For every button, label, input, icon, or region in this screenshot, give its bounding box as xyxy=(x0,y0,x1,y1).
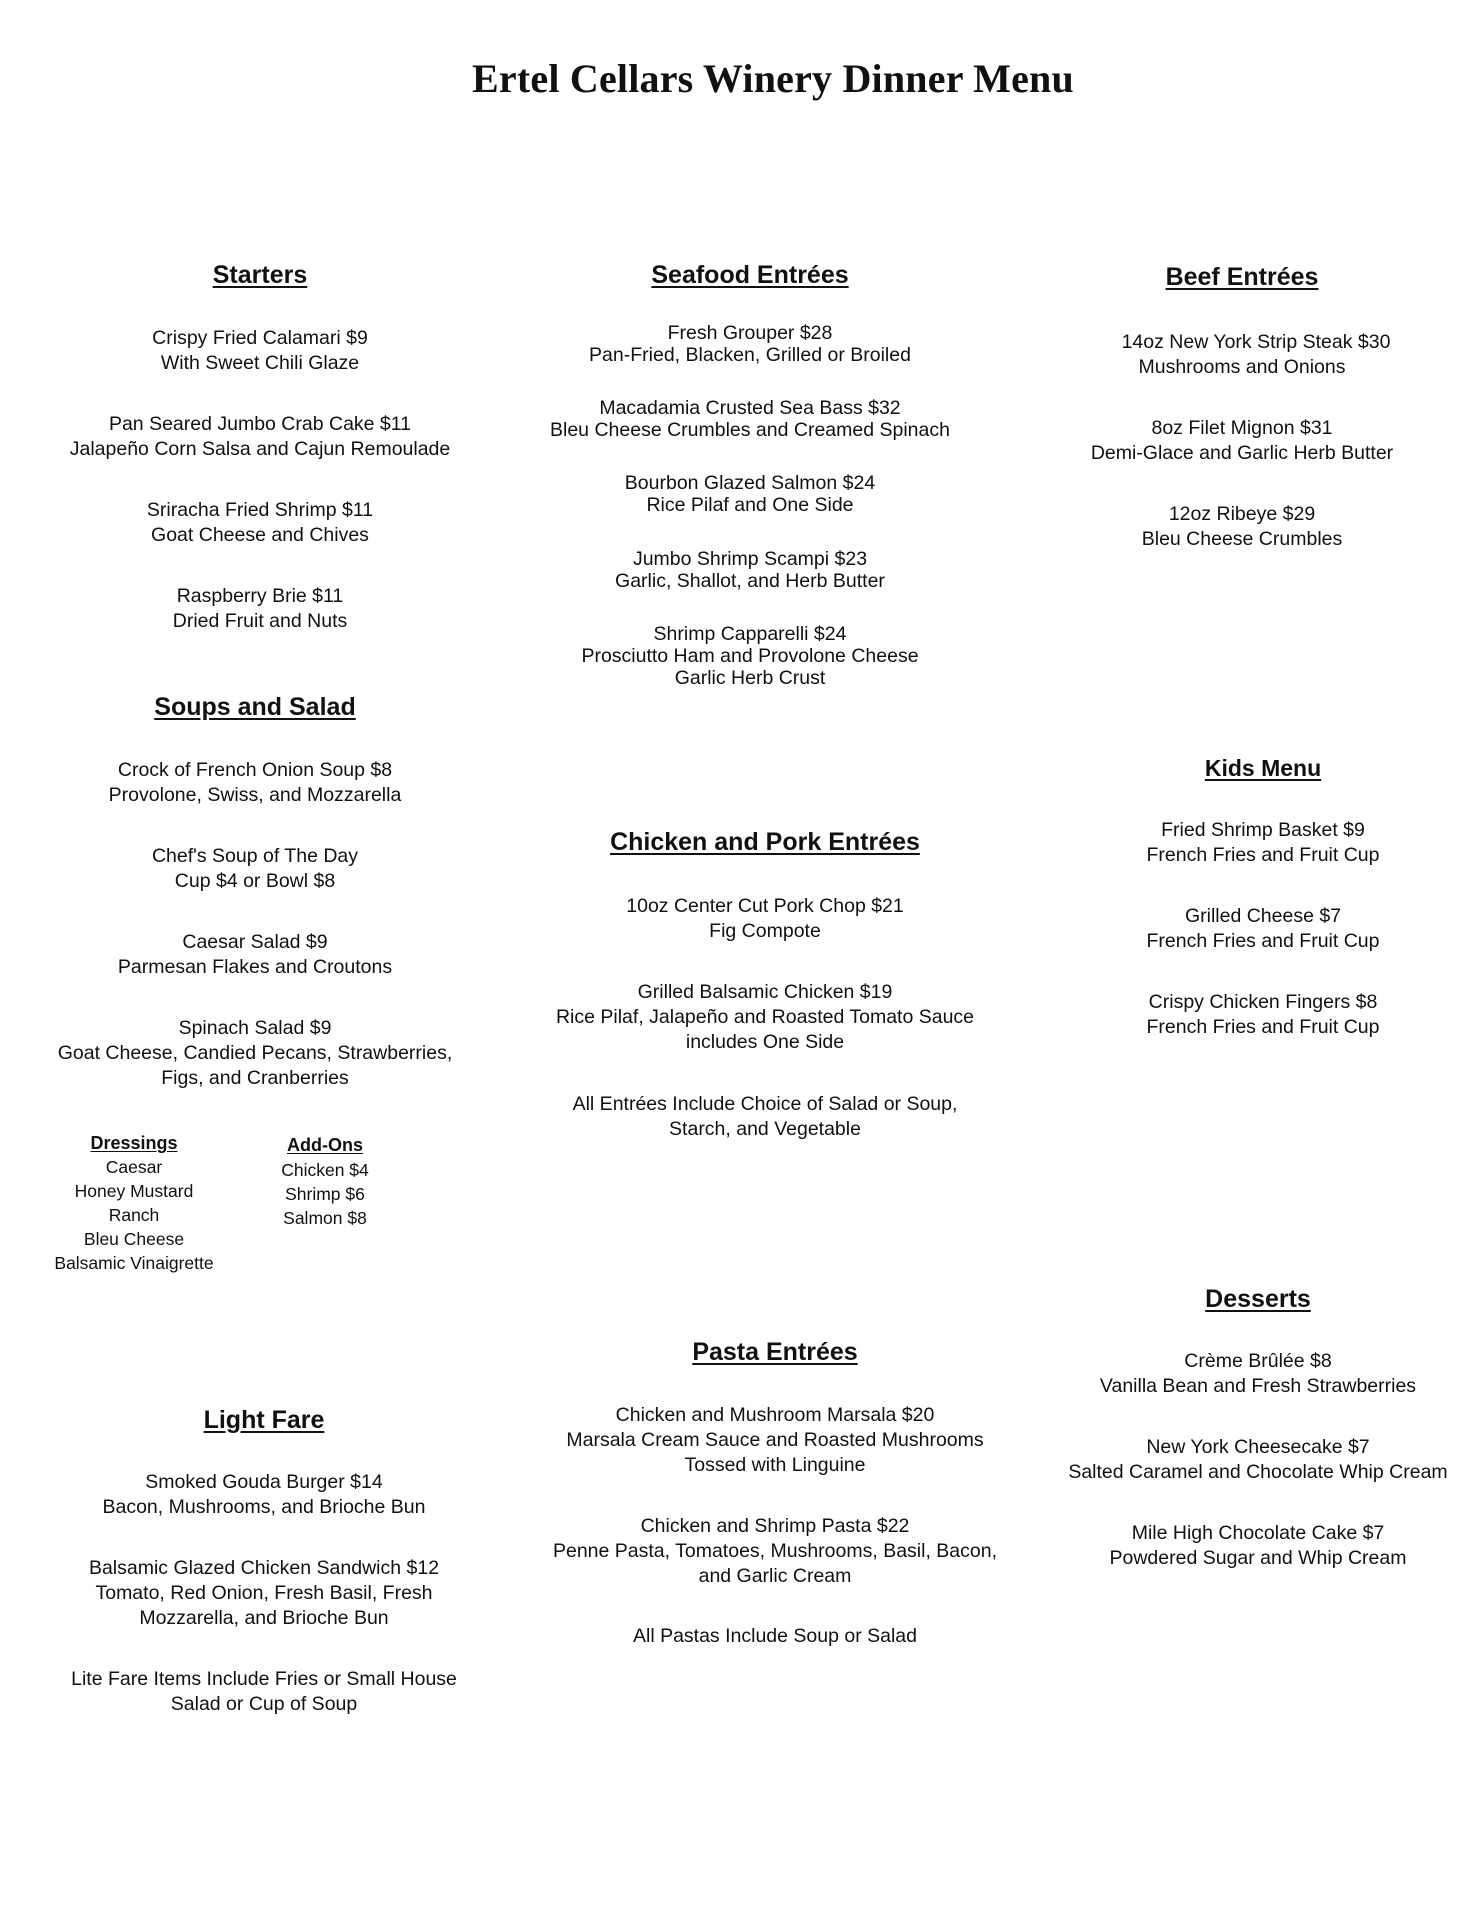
starters-heading: Starters xyxy=(212,261,308,289)
item-name: Balsamic Glazed Chicken Sandwich $12 xyxy=(88,1557,440,1579)
item-description: includes One Side xyxy=(685,1031,845,1053)
item-name: Sriracha Fried Shrimp $11 xyxy=(146,499,374,521)
item-description: French Fries and Fruit Cup xyxy=(1146,930,1380,952)
note-line: Salad or Cup of Soup xyxy=(170,1693,358,1715)
item-description: Salted Caramel and Chocolate Whip Cream xyxy=(1068,1461,1448,1483)
menu-item xyxy=(55,844,455,894)
menu-item xyxy=(60,326,460,376)
item-description: French Fries and Fruit Cup xyxy=(1146,844,1380,866)
menu-item xyxy=(1063,818,1463,868)
item-description: Figs, and Cranberries xyxy=(161,1067,349,1089)
item-description: Tomato, Red Onion, Fresh Basil, Fresh xyxy=(95,1582,433,1604)
item-description: Provolone, Swiss, and Mozzarella xyxy=(108,784,402,806)
seafood-heading: Seafood Entrées xyxy=(651,261,849,289)
menu-title: Ertel Cellars Winery Dinner Menu xyxy=(472,56,1074,101)
menu-item xyxy=(55,1016,455,1091)
light-fare-heading: Light Fare xyxy=(203,1406,325,1434)
list-item: Shrimp $6 xyxy=(285,1184,365,1204)
beef-heading: Beef Entrées xyxy=(1165,263,1319,291)
menu-item xyxy=(550,472,950,516)
addons-list xyxy=(245,1158,405,1230)
menu-item xyxy=(55,758,455,808)
item-description: Pan-Fried, Blacken, Grilled or Broiled xyxy=(589,344,911,366)
menu-note xyxy=(565,1092,965,1142)
menu-item xyxy=(60,498,460,548)
menu-item xyxy=(1042,330,1442,380)
menu-item xyxy=(550,623,950,689)
item-description: Penne Pasta, Tomatoes, Mushrooms, Basil, Bacon, xyxy=(552,1540,998,1562)
item-name: 8oz Filet Mignon $31 xyxy=(1151,417,1333,439)
item-description: Goat Cheese, Candied Pecans, Strawberries, xyxy=(57,1042,453,1064)
item-description: Cup $4 or Bowl $8 xyxy=(174,870,336,892)
desserts-heading: Desserts xyxy=(1205,1285,1311,1313)
item-name: New York Cheesecake $7 xyxy=(1146,1436,1370,1458)
dressings-list xyxy=(34,1155,234,1275)
item-name: Raspberry Brie $11 xyxy=(176,585,344,607)
item-description: Fig Compote xyxy=(709,920,821,942)
item-description: Mozzarella, and Brioche Bun xyxy=(139,1607,389,1629)
item-description: Tossed with Linguine xyxy=(684,1454,866,1476)
item-description: Goat Cheese and Chives xyxy=(151,524,369,546)
menu-item xyxy=(1058,1349,1458,1399)
note-line: Lite Fare Items Include Fries or Small House xyxy=(71,1668,457,1690)
item-description: Rice Pilaf, Jalapeño and Roasted Tomato Sauce xyxy=(555,1006,975,1028)
pasta-heading: Pasta Entrées xyxy=(692,1338,858,1366)
item-name: Grilled Balsamic Chicken $19 xyxy=(637,981,893,1003)
item-description: Mushrooms and Onions xyxy=(1138,356,1346,378)
item-name: Fresh Grouper $28 xyxy=(667,322,833,344)
menu-item xyxy=(64,1470,464,1520)
item-name: 12oz Ribeye $29 xyxy=(1168,503,1316,525)
item-description: Demi-Glace and Garlic Herb Butter xyxy=(1090,442,1394,464)
menu-item xyxy=(565,894,965,944)
menu-item xyxy=(540,980,990,1055)
item-name: Spinach Salad $9 xyxy=(178,1017,332,1039)
list-item: Caesar xyxy=(105,1157,163,1177)
item-name: Chef's Soup of The Day xyxy=(151,845,359,867)
item-name: Crispy Fried Calamari $9 xyxy=(152,327,368,349)
item-name: Caesar Salad $9 xyxy=(182,931,328,953)
menu-item xyxy=(1063,904,1463,954)
item-name: Chicken and Mushroom Marsala $20 xyxy=(615,1404,935,1426)
item-name: Shrimp Capparelli $24 xyxy=(653,623,847,645)
item-name: Crock of French Onion Soup $8 xyxy=(117,759,393,781)
item-name: Grilled Cheese $7 xyxy=(1184,905,1342,927)
item-description: Garlic, Shallot, and Herb Butter xyxy=(615,570,885,592)
menu-item xyxy=(1042,502,1442,552)
item-name: Mile High Chocolate Cake $7 xyxy=(1131,1522,1385,1544)
item-description: With Sweet Chili Glaze xyxy=(160,352,360,374)
item-name: Crème Brûlée $8 xyxy=(1184,1350,1332,1372)
menu-item xyxy=(550,322,950,366)
item-description: Bacon, Mushrooms, and Brioche Bun xyxy=(102,1496,426,1518)
menu-item xyxy=(55,930,455,980)
menu-item xyxy=(60,584,460,634)
item-name: 10oz Center Cut Pork Chop $21 xyxy=(626,895,904,917)
menu-item xyxy=(550,548,950,592)
item-description: Prosciutto Ham and Provolone Cheese xyxy=(581,645,919,667)
menu-item xyxy=(550,397,950,441)
item-name: Fried Shrimp Basket $9 xyxy=(1161,819,1365,841)
item-name: Smoked Gouda Burger $14 xyxy=(145,1471,383,1493)
item-description: and Garlic Cream xyxy=(698,1565,852,1587)
note-line: Starch, and Vegetable xyxy=(669,1118,861,1140)
menu-item xyxy=(64,1556,464,1631)
menu-item xyxy=(1058,1435,1458,1485)
soups-heading: Soups and Salad xyxy=(154,693,356,721)
menu-item xyxy=(60,412,460,462)
item-description: Marsala Cream Sauce and Roasted Mushrooms xyxy=(566,1429,984,1451)
item-name: Jumbo Shrimp Scampi $23 xyxy=(632,548,868,570)
item-description: Jalapeño Corn Salsa and Cajun Remoulade xyxy=(69,438,451,460)
item-name: Bourbon Glazed Salmon $24 xyxy=(624,472,876,494)
menu-note xyxy=(64,1667,464,1717)
item-description: French Fries and Fruit Cup xyxy=(1146,1016,1380,1038)
menu-item xyxy=(545,1514,1005,1589)
menu-item xyxy=(1063,990,1463,1040)
kids-heading: Kids Menu xyxy=(1204,755,1322,781)
list-item: Bleu Cheese xyxy=(83,1229,185,1249)
item-description: Vanilla Bean and Fresh Strawberries xyxy=(1099,1375,1417,1397)
chicken-pork-heading: Chicken and Pork Entrées xyxy=(610,828,920,856)
item-description: Dried Fruit and Nuts xyxy=(172,610,348,632)
item-description: Bleu Cheese Crumbles and Creamed Spinach xyxy=(550,419,950,441)
menu-note xyxy=(575,1624,975,1649)
item-description: Parmesan Flakes and Croutons xyxy=(117,956,393,978)
item-description: Powdered Sugar and Whip Cream xyxy=(1109,1547,1407,1569)
item-name: 14oz New York Strip Steak $30 xyxy=(1121,331,1391,353)
menu-item xyxy=(550,1403,1000,1478)
list-item: Honey Mustard xyxy=(74,1181,194,1201)
dressings-heading: Dressings xyxy=(90,1133,178,1153)
list-item: Salmon $8 xyxy=(283,1208,367,1228)
item-name: Crispy Chicken Fingers $8 xyxy=(1148,991,1378,1013)
item-name: Pan Seared Jumbo Crab Cake $11 xyxy=(108,413,412,435)
note-line: All Entrées Include Choice of Salad or Soup, xyxy=(572,1093,958,1115)
menu-item xyxy=(1058,1521,1458,1571)
item-description: Rice Pilaf and One Side xyxy=(646,494,854,516)
note-line: All Pastas Include Soup or Salad xyxy=(632,1625,917,1647)
menu-item xyxy=(1042,416,1442,466)
addons-heading: Add-Ons xyxy=(287,1135,363,1155)
list-item: Balsamic Vinaigrette xyxy=(54,1253,214,1273)
item-name: Chicken and Shrimp Pasta $22 xyxy=(640,1515,910,1537)
list-item: Ranch xyxy=(108,1205,160,1225)
item-name: Macadamia Crusted Sea Bass $32 xyxy=(599,397,901,419)
item-description: Garlic Herb Crust xyxy=(674,667,826,689)
item-description: Bleu Cheese Crumbles xyxy=(1141,528,1343,550)
list-item: Chicken $4 xyxy=(281,1160,369,1180)
